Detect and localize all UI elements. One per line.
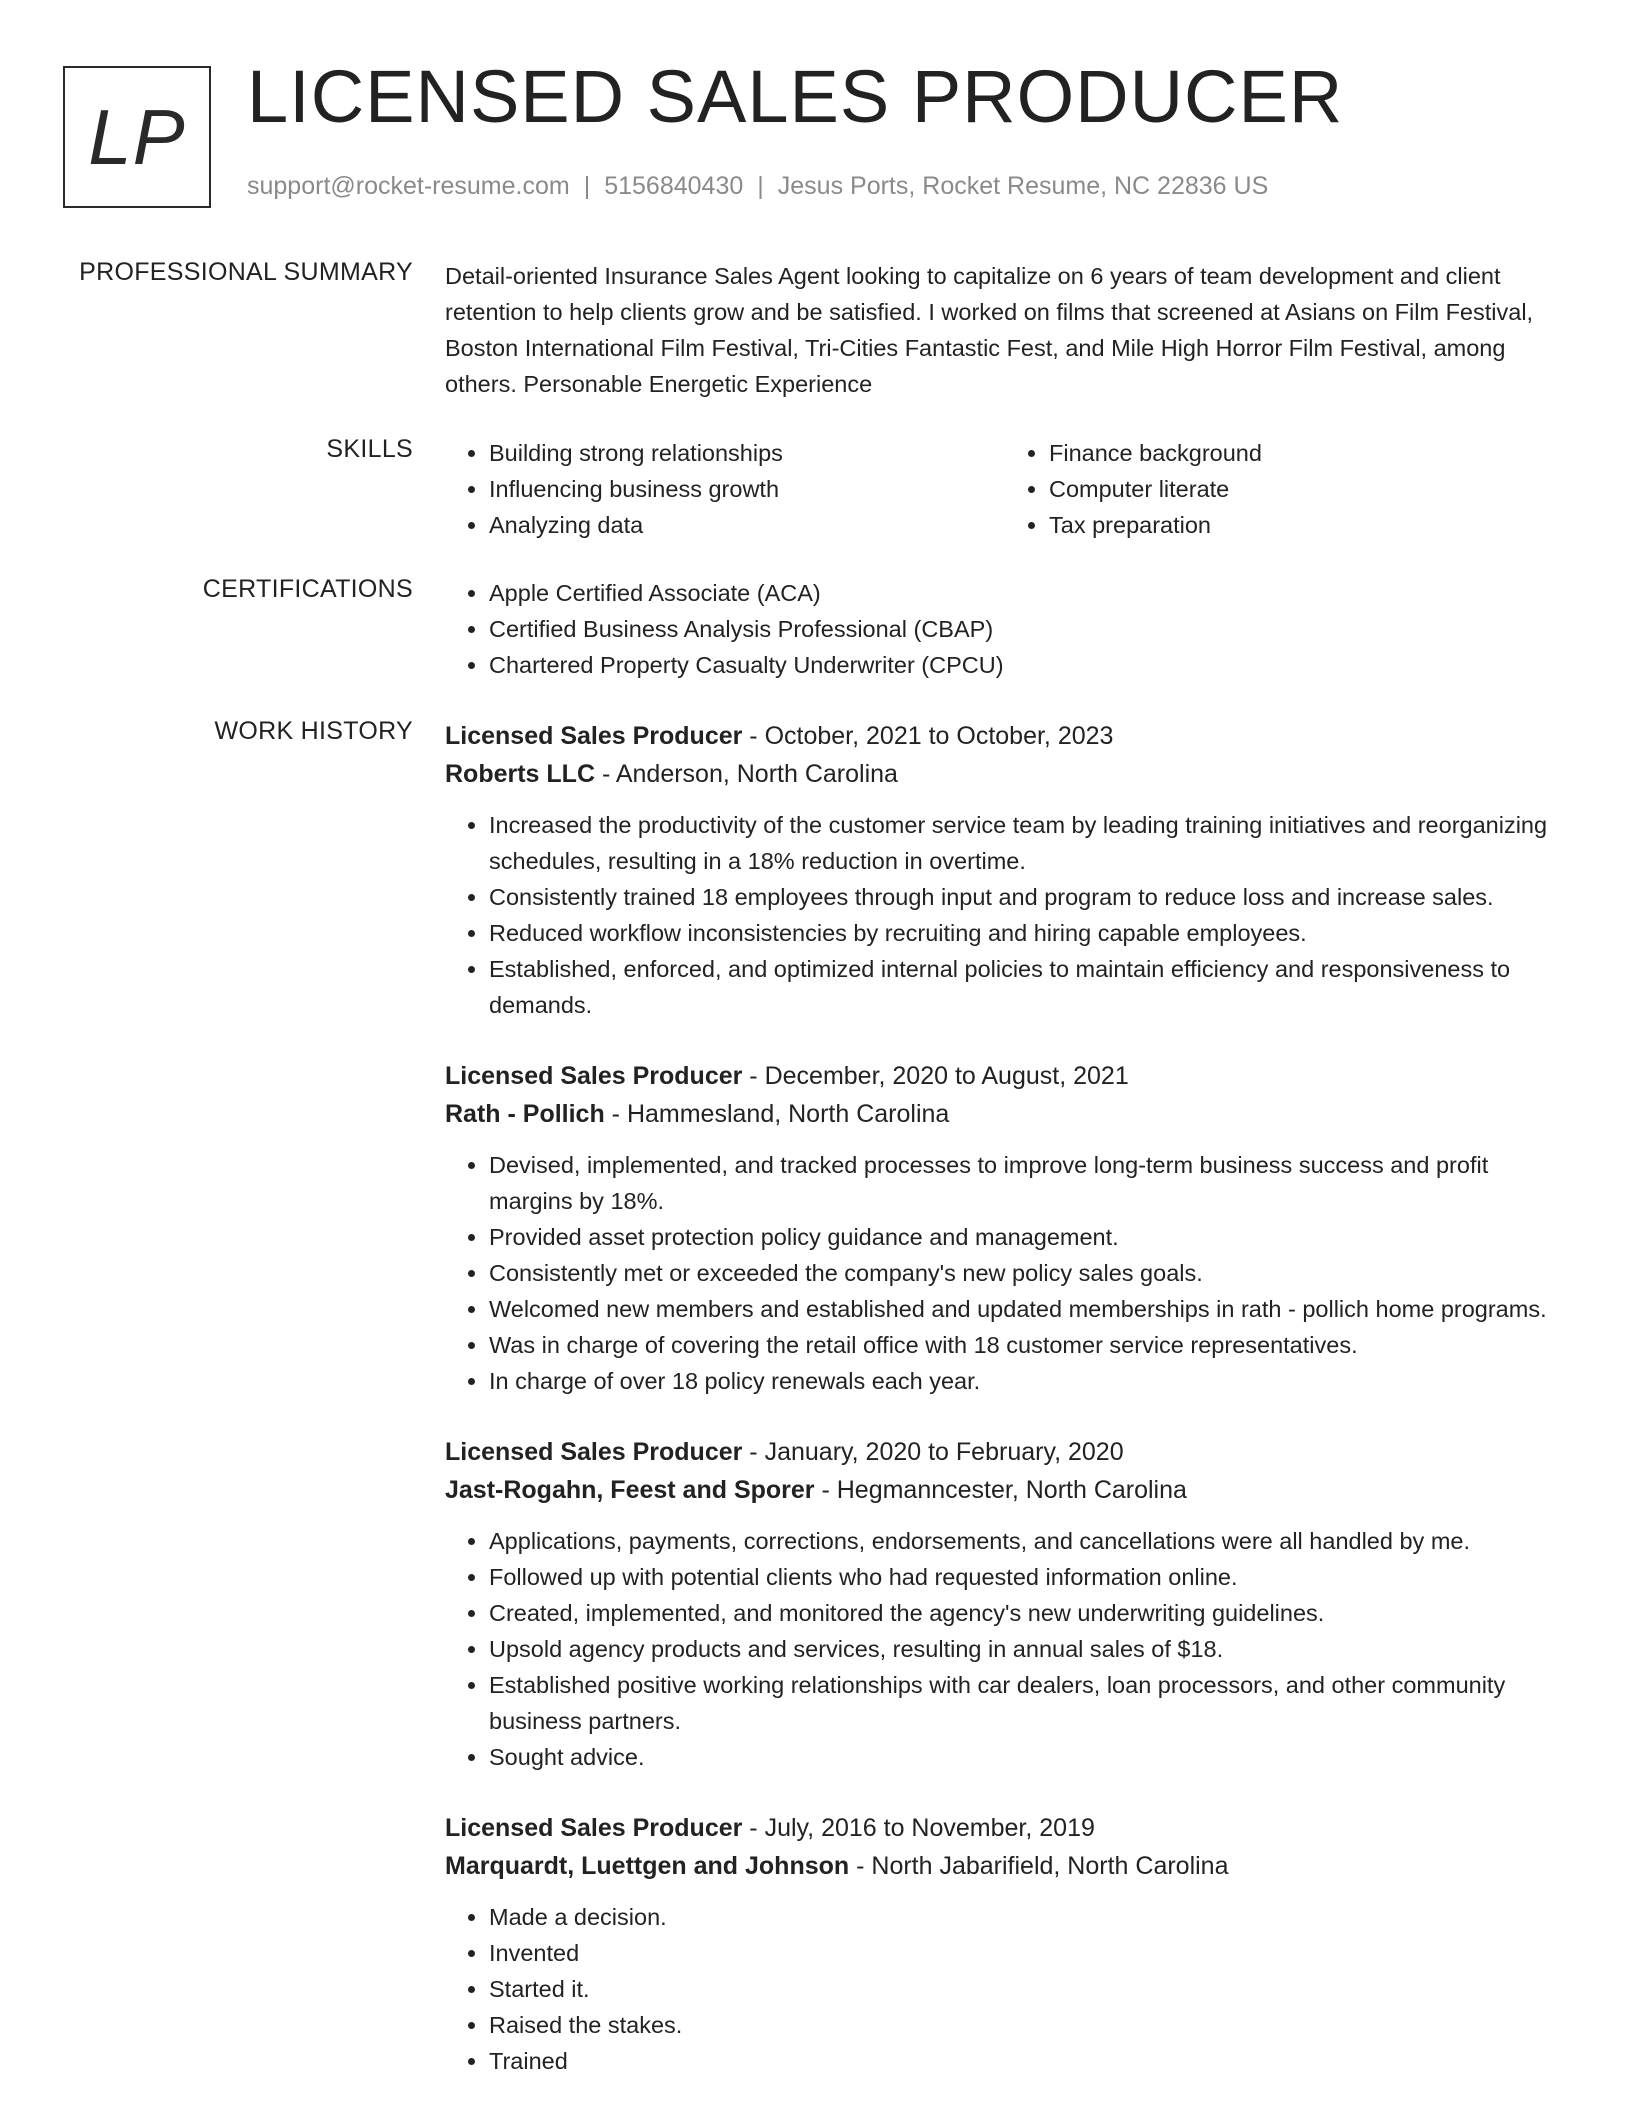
job-duty: • Consistently trained 18 employees through input and program to reduce loss and increase sales. (489, 879, 1565, 915)
job-duty: • Sought advice. (489, 1739, 1565, 1775)
job-duty: • Followed up with potential clients who had requested information online. (489, 1559, 1565, 1595)
certifications-list (445, 575, 1565, 683)
contact-address: Jesus Ports, Rocket Resume, NC 22836 US (777, 172, 1269, 200)
job-title: Licensed Sales Producer (445, 722, 743, 750)
certification-item: • Apple Certified Associate (ACA) (489, 575, 1565, 611)
job-title: Licensed Sales Producer (445, 1438, 743, 1466)
job-duty: • Raised the stakes. (489, 2007, 1565, 2043)
job-duties (445, 1147, 1565, 1399)
monogram-box (63, 66, 211, 208)
section-label-summary: PROFESSIONAL SUMMARY (79, 258, 413, 286)
job-title-line (445, 1809, 1565, 1847)
job-duty: • Trained (489, 2043, 1565, 2079)
job-duty: • Devised, implemented, and tracked processes to improve long-term business success and profit margins by 18%. (489, 1147, 1565, 1219)
summary-text: Detail-oriented Insurance Sales Agent looking to capitalize on 6 years of team development and client retention to help clients grow and be satisfied. I worked on films that screened at Asians on Film Festival, Boston International Film Festival, Tri-Cities Fantastic Fest, and Mile High Horror Film Festival, among others. Personable Energetic Experience (445, 263, 1534, 397)
job-duty: • Was in charge of covering the retail office with 18 customer service representatives. (489, 1327, 1565, 1363)
skill-item: • Influencing business growth (489, 471, 1005, 507)
job-duty: • Started it. (489, 1971, 1565, 2007)
job-duties (445, 1899, 1565, 2079)
monogram-initials: LP (88, 92, 186, 181)
skill-item: • Tax preparation (1049, 507, 1565, 543)
job-duties (445, 807, 1565, 1023)
skills-list-left (445, 435, 1005, 543)
job-company-line (445, 1847, 1565, 1885)
job-company: Roberts LLC (445, 760, 595, 788)
job-company-line (445, 1471, 1565, 1509)
job-location: - North Jabarifield, North Carolina (849, 1852, 1229, 1880)
job-title-line (445, 1057, 1565, 1095)
skill-item: • Analyzing data (489, 507, 1005, 543)
job-duty: • Established, enforced, and optimized internal policies to maintain efficiency and responsiveness to demands. (489, 951, 1565, 1023)
job-duty: • Welcomed new members and established and updated memberships in rath - pollich home programs. (489, 1291, 1565, 1327)
job-title: Licensed Sales Producer (445, 1814, 743, 1842)
job-duty: • Upsold agency products and services, resulting in annual sales of $18. (489, 1631, 1565, 1667)
job-dates: - October, 2021 to October, 2023 (742, 722, 1114, 750)
skill-item: • Finance background (1049, 435, 1565, 471)
job-dates: - January, 2020 to February, 2020 (742, 1438, 1124, 1466)
job-duties (445, 1523, 1565, 1775)
job-duty: • Increased the productivity of the customer service team by leading training initiatives and reorganizing schedules, resulting in a 18% reduction in overtime. (489, 807, 1565, 879)
skills-list-right (1005, 435, 1565, 543)
job-title-line (445, 717, 1565, 755)
job-title: Licensed Sales Producer (445, 1062, 743, 1090)
job-duty: • Made a decision. (489, 1899, 1565, 1935)
contact-email: support@rocket-resume.com (247, 172, 570, 200)
job-dates: - July, 2016 to November, 2019 (742, 1814, 1095, 1842)
job-duty: • Consistently met or exceeded the company's new policy sales goals. (489, 1255, 1565, 1291)
job-company: Rath - Pollich (445, 1100, 605, 1128)
job-duty: • In charge of over 18 policy renewals each year. (489, 1363, 1565, 1399)
job-location: - Hegmanncester, North Carolina (814, 1476, 1187, 1504)
job-company-line (445, 755, 1565, 793)
job-duty: • Provided asset protection policy guidance and management. (489, 1219, 1565, 1255)
job-company: Marquardt, Luettgen and Johnson (445, 1852, 850, 1880)
job-duty: • Created, implemented, and monitored the agency's new underwriting guidelines. (489, 1595, 1565, 1631)
job-duty: • Reduced workflow inconsistencies by recruiting and hiring capable employees. (489, 915, 1565, 951)
contact-separator: | (583, 172, 591, 200)
contact-line (247, 172, 1268, 201)
job-duty: • Established positive working relationships with car dealers, loan processors, and other community business partners. (489, 1667, 1565, 1739)
job-entry (445, 1057, 1565, 1399)
contact-phone: 5156840430 (604, 172, 744, 200)
section-label-skills: SKILLS (326, 435, 413, 463)
skill-item: • Building strong relationships (489, 435, 1005, 471)
contact-separator: | (757, 172, 764, 200)
job-duty: • Invented (489, 1935, 1565, 1971)
job-company-line (445, 1095, 1565, 1133)
section-label-certifications: CERTIFICATIONS (202, 575, 413, 603)
certification-item: • Chartered Property Casualty Underwriter (CPCU) (489, 647, 1565, 683)
job-entry (445, 717, 1565, 1023)
job-title-line (445, 1433, 1565, 1471)
job-company: Jast-Rogahn, Feest and Sporer (445, 1476, 815, 1504)
certification-item: • Certified Business Analysis Professional (CBAP) (489, 611, 1565, 647)
job-dates: - December, 2020 to August, 2021 (742, 1062, 1129, 1090)
job-location: - Hammesland, North Carolina (604, 1100, 950, 1128)
job-entry (445, 1433, 1565, 1775)
job-entry (445, 1809, 1565, 2079)
resume-title: LICENSED SALES PRODUCER (247, 55, 1344, 138)
job-location: - Anderson, North Carolina (595, 760, 898, 788)
job-duty: • Applications, payments, corrections, endorsements, and cancellations were all handled by me. (489, 1523, 1565, 1559)
skill-item: • Computer literate (1049, 471, 1565, 507)
section-label-work-history: WORK HISTORY (214, 717, 413, 745)
